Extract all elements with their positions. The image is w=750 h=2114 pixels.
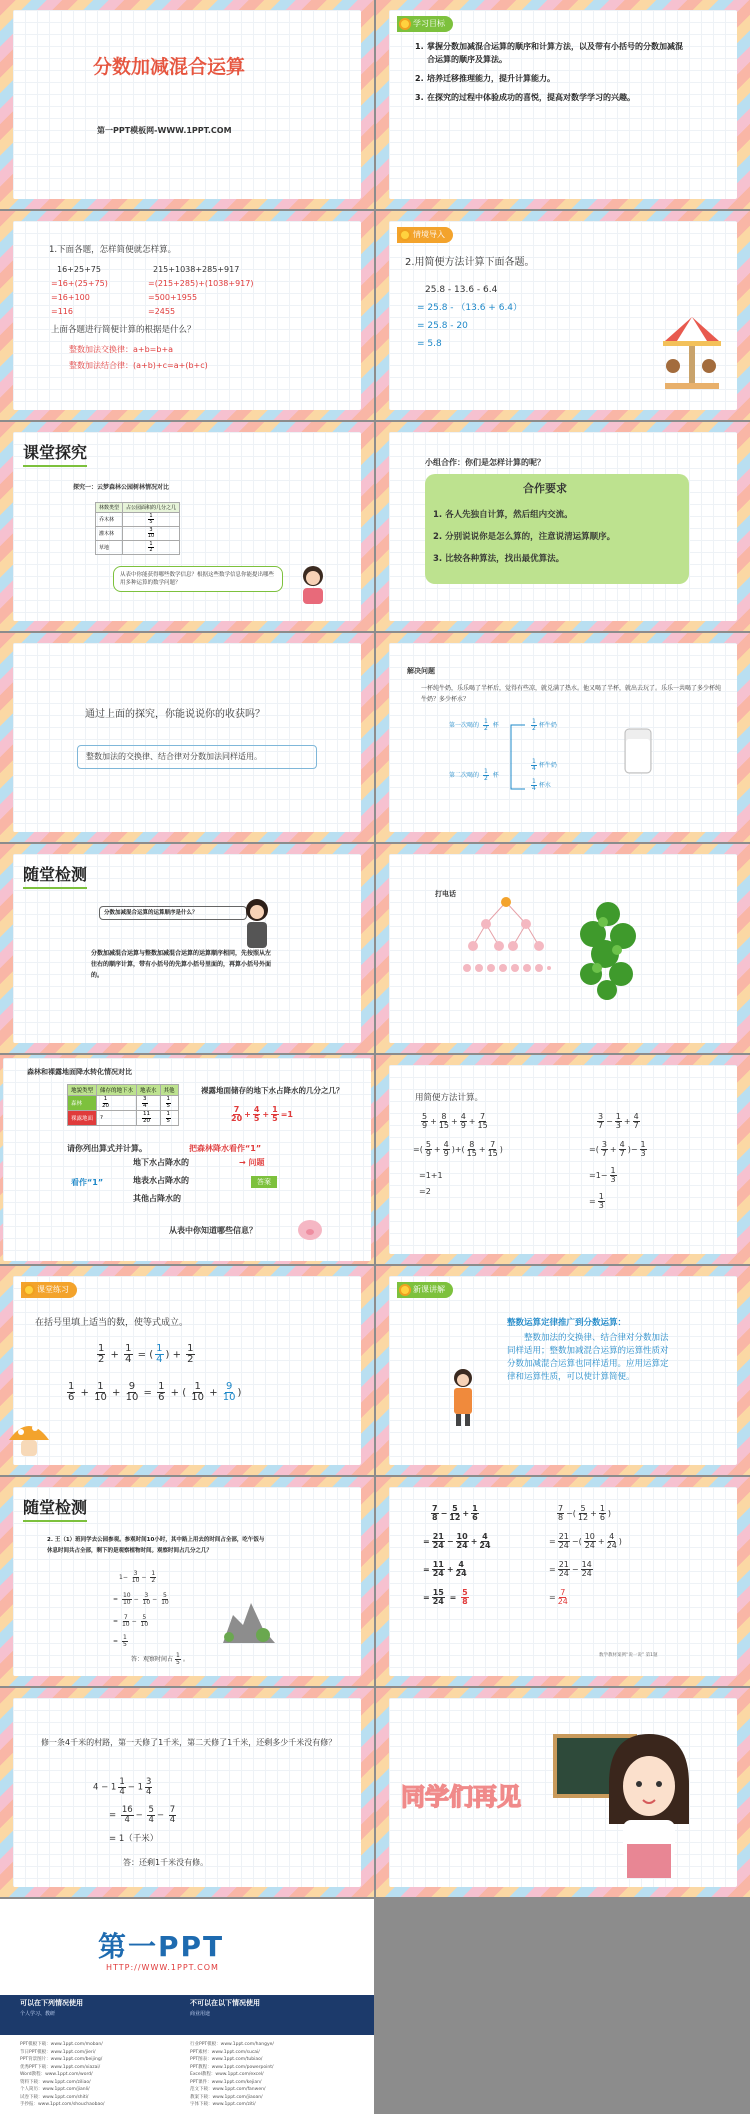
usage-banner — [0, 1995, 374, 2035]
forest-table — [95, 502, 180, 555]
question-text: 裸露地面储存的地下水占降水的几分之几？ — [201, 1086, 344, 1095]
calc-line: =2 — [419, 1187, 431, 1196]
table-cell: 灌木林 — [96, 527, 123, 541]
problem-text: 2. 王（1）班同学去公园参观。参观时间10小时，其中路上用去的时间占全部，吃午饭与休息时间共占全部，剩下的是观察植物时间。观察时间占几分之几？ — [47, 1537, 265, 1554]
table-cell: $\frac{1}{5}$ — [160, 1111, 178, 1126]
list-item: 其他占降水的 — [133, 1194, 181, 1203]
slide-6 — [376, 422, 750, 631]
footer-link[interactable]: 字体下载：www.1ppt.com/ziti/ — [190, 2102, 256, 2107]
calc-line: $\frac{7}{8}$ − $\frac{5}{12}$ + $\frac{1}{6}$ — [432, 1504, 478, 1522]
slide-card — [3, 1058, 371, 1261]
calc-line: =( $\frac{3}{7}$ + $\frac{4}{7}$ )− $\frac{1}{3}$ — [589, 1140, 646, 1158]
question-text: 小组合作：你们是怎样计算的呢？ — [425, 458, 545, 467]
answer-text: 答：还剩1千米没有修。 — [123, 1858, 209, 1867]
water-label: $\frac{1}{4}$ 杯水 — [532, 778, 551, 792]
table-cell: ? — [97, 1111, 137, 1126]
question-text: 2.用简便方法计算下面各题。 — [405, 257, 535, 268]
links-left — [20, 2041, 104, 2109]
table-cell: 乔木林 — [96, 513, 123, 527]
slide-heading: 随堂检测 — [23, 1495, 87, 1522]
view-label: 看作“1” — [71, 1178, 104, 1187]
calc-line: = $\frac{21}{24}$ −( $\frac{10}{24}$ + $\frac{4}{24}$ ) — [549, 1532, 622, 1550]
footer-link[interactable]: 优秀PPT下载：www.1ppt.com/xiazai/ — [20, 2064, 101, 2070]
problem-text: 修一条4千米的村路，第一天修了1千米，第二天修了1千米，还剩多少千米没有修？ — [41, 1738, 337, 1747]
allowed-heading: 可以在下列情况使用 — [20, 1999, 83, 2007]
answer-box: 整数加法的交换律、结合律对分数加法同样适用。 — [77, 745, 317, 769]
calc-line: =16+(25+75) — [51, 279, 108, 288]
hint-text: 把森林降水看作“1” — [189, 1144, 262, 1153]
box-title: 合作要求 — [523, 482, 567, 495]
flower-icon — [399, 229, 411, 241]
slide-card — [13, 1487, 361, 1676]
footer-link[interactable]: Excel教程：www.1ppt.com/excel/ — [190, 2072, 264, 2077]
calc-line: 215+1038+285+917 — [153, 265, 240, 274]
slide-card — [13, 221, 361, 410]
explore-subtitle: 探究一：云梦森林公园树林情况对比 — [73, 484, 170, 491]
problem-arrow: → 问题 — [239, 1158, 265, 1167]
slide-subtitle: 第一PPT模板网-WWW.1PPT.COM — [97, 126, 232, 135]
calc-line: $\frac{3}{7}$ − $\frac{1}{3}$ + $\frac{4}{7}$ — [598, 1112, 639, 1130]
diagram-label: 打电话 — [435, 890, 456, 898]
goal-item: 1. 掌握分数加减混合运算的顺序和计算方法，以及带有小括号的分数加减混合运算的顺序及算法。 — [415, 42, 683, 64]
footer-link[interactable]: 资料下载：www.1ppt.com/ziliao/ — [20, 2079, 91, 2085]
answer-text: 分数加减混合运算与整数加减混合运算的运算顺序相同，先按照从左往右的顺序计算，带有小括号的先算小括号里面的，再算小括号外面的。 — [91, 950, 272, 979]
calc-line: =1+1 — [419, 1171, 443, 1180]
slide-heading: 随堂检测 — [23, 862, 87, 889]
bracket-lines — [507, 717, 527, 797]
slide-card — [389, 221, 737, 410]
slide-1 — [0, 0, 374, 209]
rule-title: 整数运算定律推广到分数运算： — [507, 1318, 627, 1328]
slide-7 — [0, 633, 374, 842]
goal-item: 3. 在探究的过程中体验成功的喜悦，提高对数学学习的兴趣。 — [415, 93, 635, 102]
forbidden-heading: 不可以在以下情况使用 — [190, 1999, 260, 2007]
calc-line: = $\frac{7}{10}$ − $\frac{5}{10}$ — [113, 1614, 149, 1628]
footer-link[interactable]: PPT教程：www.1ppt.com/powerpoint/ — [190, 2064, 274, 2070]
flower-icon — [23, 1284, 35, 1296]
table-cell: 草地 — [96, 541, 123, 555]
answer-badge: 答案 — [251, 1176, 277, 1188]
calc-line: = $\frac{7}{24}$ — [549, 1588, 568, 1606]
law-text: 整数加法交换律：a+b=b+a — [69, 345, 174, 354]
footer-link[interactable]: PPT图表：www.1ppt.com/tubiao/ — [190, 2057, 263, 2062]
question-bubble: 从表中你能获得哪些数学信息？根据这些数学信息你能提出哪些用多种运算的数学问题？ — [113, 566, 283, 592]
slide-18 — [376, 1688, 750, 1897]
footer-link[interactable]: PPT背景图片：www.1ppt.com/beijing/ — [20, 2057, 103, 2062]
calc-line: = $\frac{16}{4}$ − $\frac{5}{4}$ − $\frac{7}{4}$ — [109, 1805, 176, 1825]
table-cell: $\frac{1}{2}$ — [123, 541, 180, 555]
problem-title: 解决问题 — [407, 667, 435, 675]
calc-line: = 25.8 - 20 — [417, 321, 468, 331]
slide-card — [13, 1276, 361, 1465]
section-tag: 情境导入 — [397, 227, 453, 243]
table-header: 地表水 — [137, 1085, 161, 1096]
drink-label: 第二次喝的 $\frac{1}{2}$ 杯 — [449, 768, 499, 782]
goal-list — [415, 40, 715, 104]
bottom-question: 从表中你知道哪些信息？ — [169, 1226, 257, 1235]
slide-2 — [376, 0, 750, 209]
footer-link[interactable]: 试卷下载：www.1ppt.com/shiti/ — [20, 2094, 89, 2100]
carousel-illustration — [659, 311, 725, 391]
table-cell: $\frac{1}{5}$ — [123, 513, 180, 527]
question-text: 通过上面的探究，你能说说你的收获吗？ — [85, 709, 265, 720]
student-illustration — [293, 562, 333, 606]
slide-card — [389, 1065, 737, 1254]
footer-url: HTTP://WWW.1PPT.COM — [106, 1963, 219, 1972]
calc-line: 1− $\frac{3}{10}$ − $\frac{1}{2}$ — [119, 1570, 156, 1584]
equation: $\frac{1}{6}$ + $\frac{1}{10}$ + $\frac{9}{10}$ = $\frac{1}{6}$ + ( $\frac{1}{10}$ + $\frac{9}{10}$ ) — [68, 1381, 242, 1403]
milk-glass-illustration — [621, 725, 655, 777]
calc-line: =116 — [51, 307, 73, 316]
phone-tree-diagram — [461, 894, 551, 986]
teacher-illustration — [579, 1724, 699, 1884]
drink-label: 第一次喝的 $\frac{1}{2}$ 杯 — [449, 718, 499, 732]
calc-line: = 1（千米） — [109, 1834, 159, 1844]
footer-link[interactable]: 手抄报：www.1ppt.com/shouchaobao/ — [20, 2102, 105, 2107]
footer-panel — [0, 1899, 374, 2114]
calc-line: = $\frac{1}{3}$ — [589, 1192, 604, 1210]
calc-line: =2455 — [148, 307, 176, 316]
slide-card — [13, 643, 361, 832]
rock-garden-illustration — [219, 1595, 279, 1647]
slide-16 — [376, 1477, 750, 1686]
table-title: 森林和裸露地面降水转化情况对比 — [27, 1068, 132, 1076]
calc-line: =(215+285)+(1038+917) — [148, 279, 254, 288]
slide-10 — [376, 844, 750, 1053]
slide-title: 分数加减混合运算 — [93, 56, 246, 78]
slide-card — [13, 854, 361, 1043]
calc-line: = 25.8 - （13.6 + 6.4） — [417, 303, 523, 313]
flower-icon — [399, 1284, 411, 1296]
calc-line: 25.8 - 13.6 - 6.4 — [425, 285, 498, 295]
rule-body: 整数加法的交换律、结合律对分数加法同样适用；整数加减混合运算的运算性质对分数加减混合运算也同样适用。应用运算定律和运算性质，可以使计算简便。 — [507, 1333, 669, 1382]
list-item: 地下水占降水的 — [133, 1158, 189, 1167]
footer-logo: 第一PPT — [98, 1930, 225, 1963]
calc-line: 16+25+75 — [57, 265, 101, 274]
table-cell: $\frac{11}{20}$ — [137, 1111, 161, 1126]
footer-link[interactable]: 节日PPT模板：www.1ppt.com/jieri/ — [20, 2049, 96, 2055]
slide-card — [389, 643, 737, 832]
table-cell: $\frac{3}{4}$ — [137, 1096, 161, 1111]
section-tag: 课堂练习 — [21, 1282, 77, 1298]
footnote: 数学教材案例“说一说” 第1题 — [599, 1653, 658, 1658]
calc-line: = $\frac{1}{5}$ — [113, 1634, 127, 1648]
table-header: 地貌类型 — [68, 1085, 97, 1096]
slide-3 — [0, 211, 374, 420]
table-header: 储存的地下水 — [97, 1085, 137, 1096]
slide-9 — [0, 844, 374, 1053]
requirement-item: 3. 比较各种算法，找出最优算法。 — [433, 554, 565, 564]
calc-line: = $\frac{21}{24}$ − $\frac{10}{24}$ + $\frac{4}{24}$ — [423, 1532, 491, 1550]
pig-illustration — [295, 1216, 325, 1242]
milk-label: $\frac{1}{2}$ 杯牛奶 — [532, 718, 557, 732]
footer-link[interactable]: Word教程：www.1ppt.com/word/ — [20, 2072, 93, 2077]
plant-illustration — [573, 894, 643, 1004]
table-header: 林数类型 — [96, 503, 123, 513]
question-text: 在括号里填上适当的数，使等式成立。 — [35, 1318, 189, 1328]
section-tag: 学习目标 — [397, 16, 453, 32]
ask-text: 上面各题进行简便计算的根据是什么？ — [51, 325, 196, 335]
mushroom-illustration — [5, 1416, 53, 1460]
table-cell: $\frac{1}{20}$ — [97, 1096, 137, 1111]
slide-card — [389, 432, 737, 621]
slide-13 — [0, 1266, 374, 1475]
answer-text: 答：观察时间占 $\frac{1}{5}$ 。 — [131, 1652, 189, 1666]
slide-card — [389, 1487, 737, 1676]
calc-line: = $\frac{10}{10}$ − $\frac{3}{10}$ − $\frac{5}{10}$ — [113, 1592, 169, 1606]
calc-line: $\frac{7}{8}$ −( $\frac{5}{12}$ + $\frac{1}{6}$ ) — [558, 1504, 612, 1522]
ask-text: 请你列出算式并计算。 — [67, 1144, 147, 1153]
milk-label: $\frac{1}{4}$ 杯牛奶 — [532, 758, 557, 772]
table-cell: 森林 — [68, 1096, 97, 1111]
table-cell: $\frac{1}{5}$ — [160, 1096, 178, 1111]
calc-line: =16+100 — [51, 293, 90, 302]
goodbye-text: 同学们再见 — [401, 1783, 521, 1811]
slide-4 — [376, 211, 750, 420]
slide-card — [389, 10, 737, 199]
law-text: 整数加法结合律：(a+b)+c=a+(b+c) — [69, 361, 208, 370]
footer-link[interactable]: 范文下载：www.1ppt.com/fanwen/ — [190, 2087, 266, 2092]
flower-icon — [399, 18, 411, 30]
footer-link[interactable]: 行业PPT模板：www.1ppt.com/hangye/ — [190, 2042, 274, 2047]
slide-11 — [0, 1055, 374, 1264]
calc-line: =( $\frac{5}{9}$ + $\frac{4}{9}$ )+( $\frac{8}{15}$ + $\frac{7}{15}$ ) — [413, 1140, 503, 1158]
slide-5 — [0, 422, 374, 631]
table-cell: 裸露地面 — [68, 1111, 97, 1126]
question-text: 用简便方法计算。 — [415, 1093, 484, 1103]
teacher-illustration — [443, 1366, 483, 1430]
equation: $\frac{1}{2}$ + $\frac{1}{4}$ = ( $\frac{1}{4}$ ) + $\frac{1}{2}$ — [98, 1343, 194, 1365]
question-bubble: 分数加减混合运算的运算顺序是什么？ — [99, 906, 247, 920]
goal-item: 2. 培养迁移推理能力，提升计算能力。 — [415, 74, 555, 83]
footer-link[interactable]: 教案下载：www.1ppt.com/jiaoan/ — [190, 2094, 263, 2100]
slide-card — [13, 1698, 361, 1887]
slide-14 — [376, 1266, 750, 1475]
calc-line: = 5.8 — [417, 339, 442, 349]
calc-line: 4 − 1 $\frac{1}{4}$ − 1 $\frac{3}{4}$ — [93, 1777, 152, 1797]
table-header: 占公园面积的几分之几 — [123, 503, 180, 513]
slide-card — [13, 10, 361, 199]
slide-12 — [376, 1055, 750, 1264]
footer-link[interactable]: PPT课件：www.1ppt.com/kejian/ — [190, 2079, 262, 2085]
calc-line: $\frac{5}{9}$ + $\frac{8}{15}$ + $\frac{4}{9}$ + $\frac{7}{15}$ — [422, 1112, 488, 1130]
slide-card — [389, 1698, 737, 1887]
requirement-item: 2. 分别说说你是怎么算的，注意说清运算顺序。 — [433, 532, 616, 542]
teacher-illustration — [235, 896, 279, 952]
calc-line: = $\frac{11}{24}$ + $\frac{4}{24}$ — [423, 1560, 467, 1578]
problem-text: 一杯纯牛奶，乐乐喝了半杯后，觉得有些凉，就兑满了热水。他又喝了半杯，就出去玩了。乐乐一共喝了多少杯纯牛奶？多少杯水？ — [421, 685, 722, 703]
table-header: 其他 — [160, 1085, 178, 1096]
slide-card — [389, 854, 737, 1043]
rain-table — [67, 1084, 179, 1126]
slide-8 — [376, 633, 750, 842]
allowed-desc: 个人学习、教研 — [20, 2011, 56, 2017]
question-text: 1.下面各题，怎样简便就怎样算。 — [49, 245, 177, 255]
slide-card — [389, 1276, 737, 1465]
calc-line: =1− $\frac{1}{3}$ — [589, 1166, 616, 1184]
table-cell: $\frac{3}{10}$ — [123, 527, 180, 541]
formula: $\frac{7}{20}$ + $\frac{4}{5}$ + $\frac{1}{5}$ =1 — [231, 1105, 293, 1123]
slide-card — [13, 432, 361, 621]
requirements-box — [425, 474, 689, 584]
list-item: 地表水占降水的 — [133, 1176, 189, 1185]
footer-link[interactable]: PPT素材：www.1ppt.com/sucai/ — [190, 2049, 260, 2055]
footer-link[interactable]: PPT模板下载：www.1ppt.com/moban/ — [20, 2042, 103, 2047]
forbidden-desc: 商业用途 — [190, 2011, 211, 2017]
footer-link[interactable]: 个人简历：www.1ppt.com/jianli/ — [20, 2087, 90, 2092]
slide-17 — [0, 1688, 374, 1897]
calc-line: = $\frac{15}{24}$ = $\frac{5}{8}$ — [423, 1588, 468, 1606]
slide-15 — [0, 1477, 374, 1686]
calc-line: =500+1955 — [148, 293, 198, 302]
section-tag: 新课讲解 — [397, 1282, 453, 1298]
calc-line: = $\frac{21}{24}$ − $\frac{14}{24}$ — [549, 1560, 592, 1578]
links-right — [190, 2041, 274, 2109]
slide-heading: 课堂探究 — [23, 440, 87, 467]
requirement-item: 1. 各人先独自计算，然后组内交流。 — [433, 510, 573, 520]
